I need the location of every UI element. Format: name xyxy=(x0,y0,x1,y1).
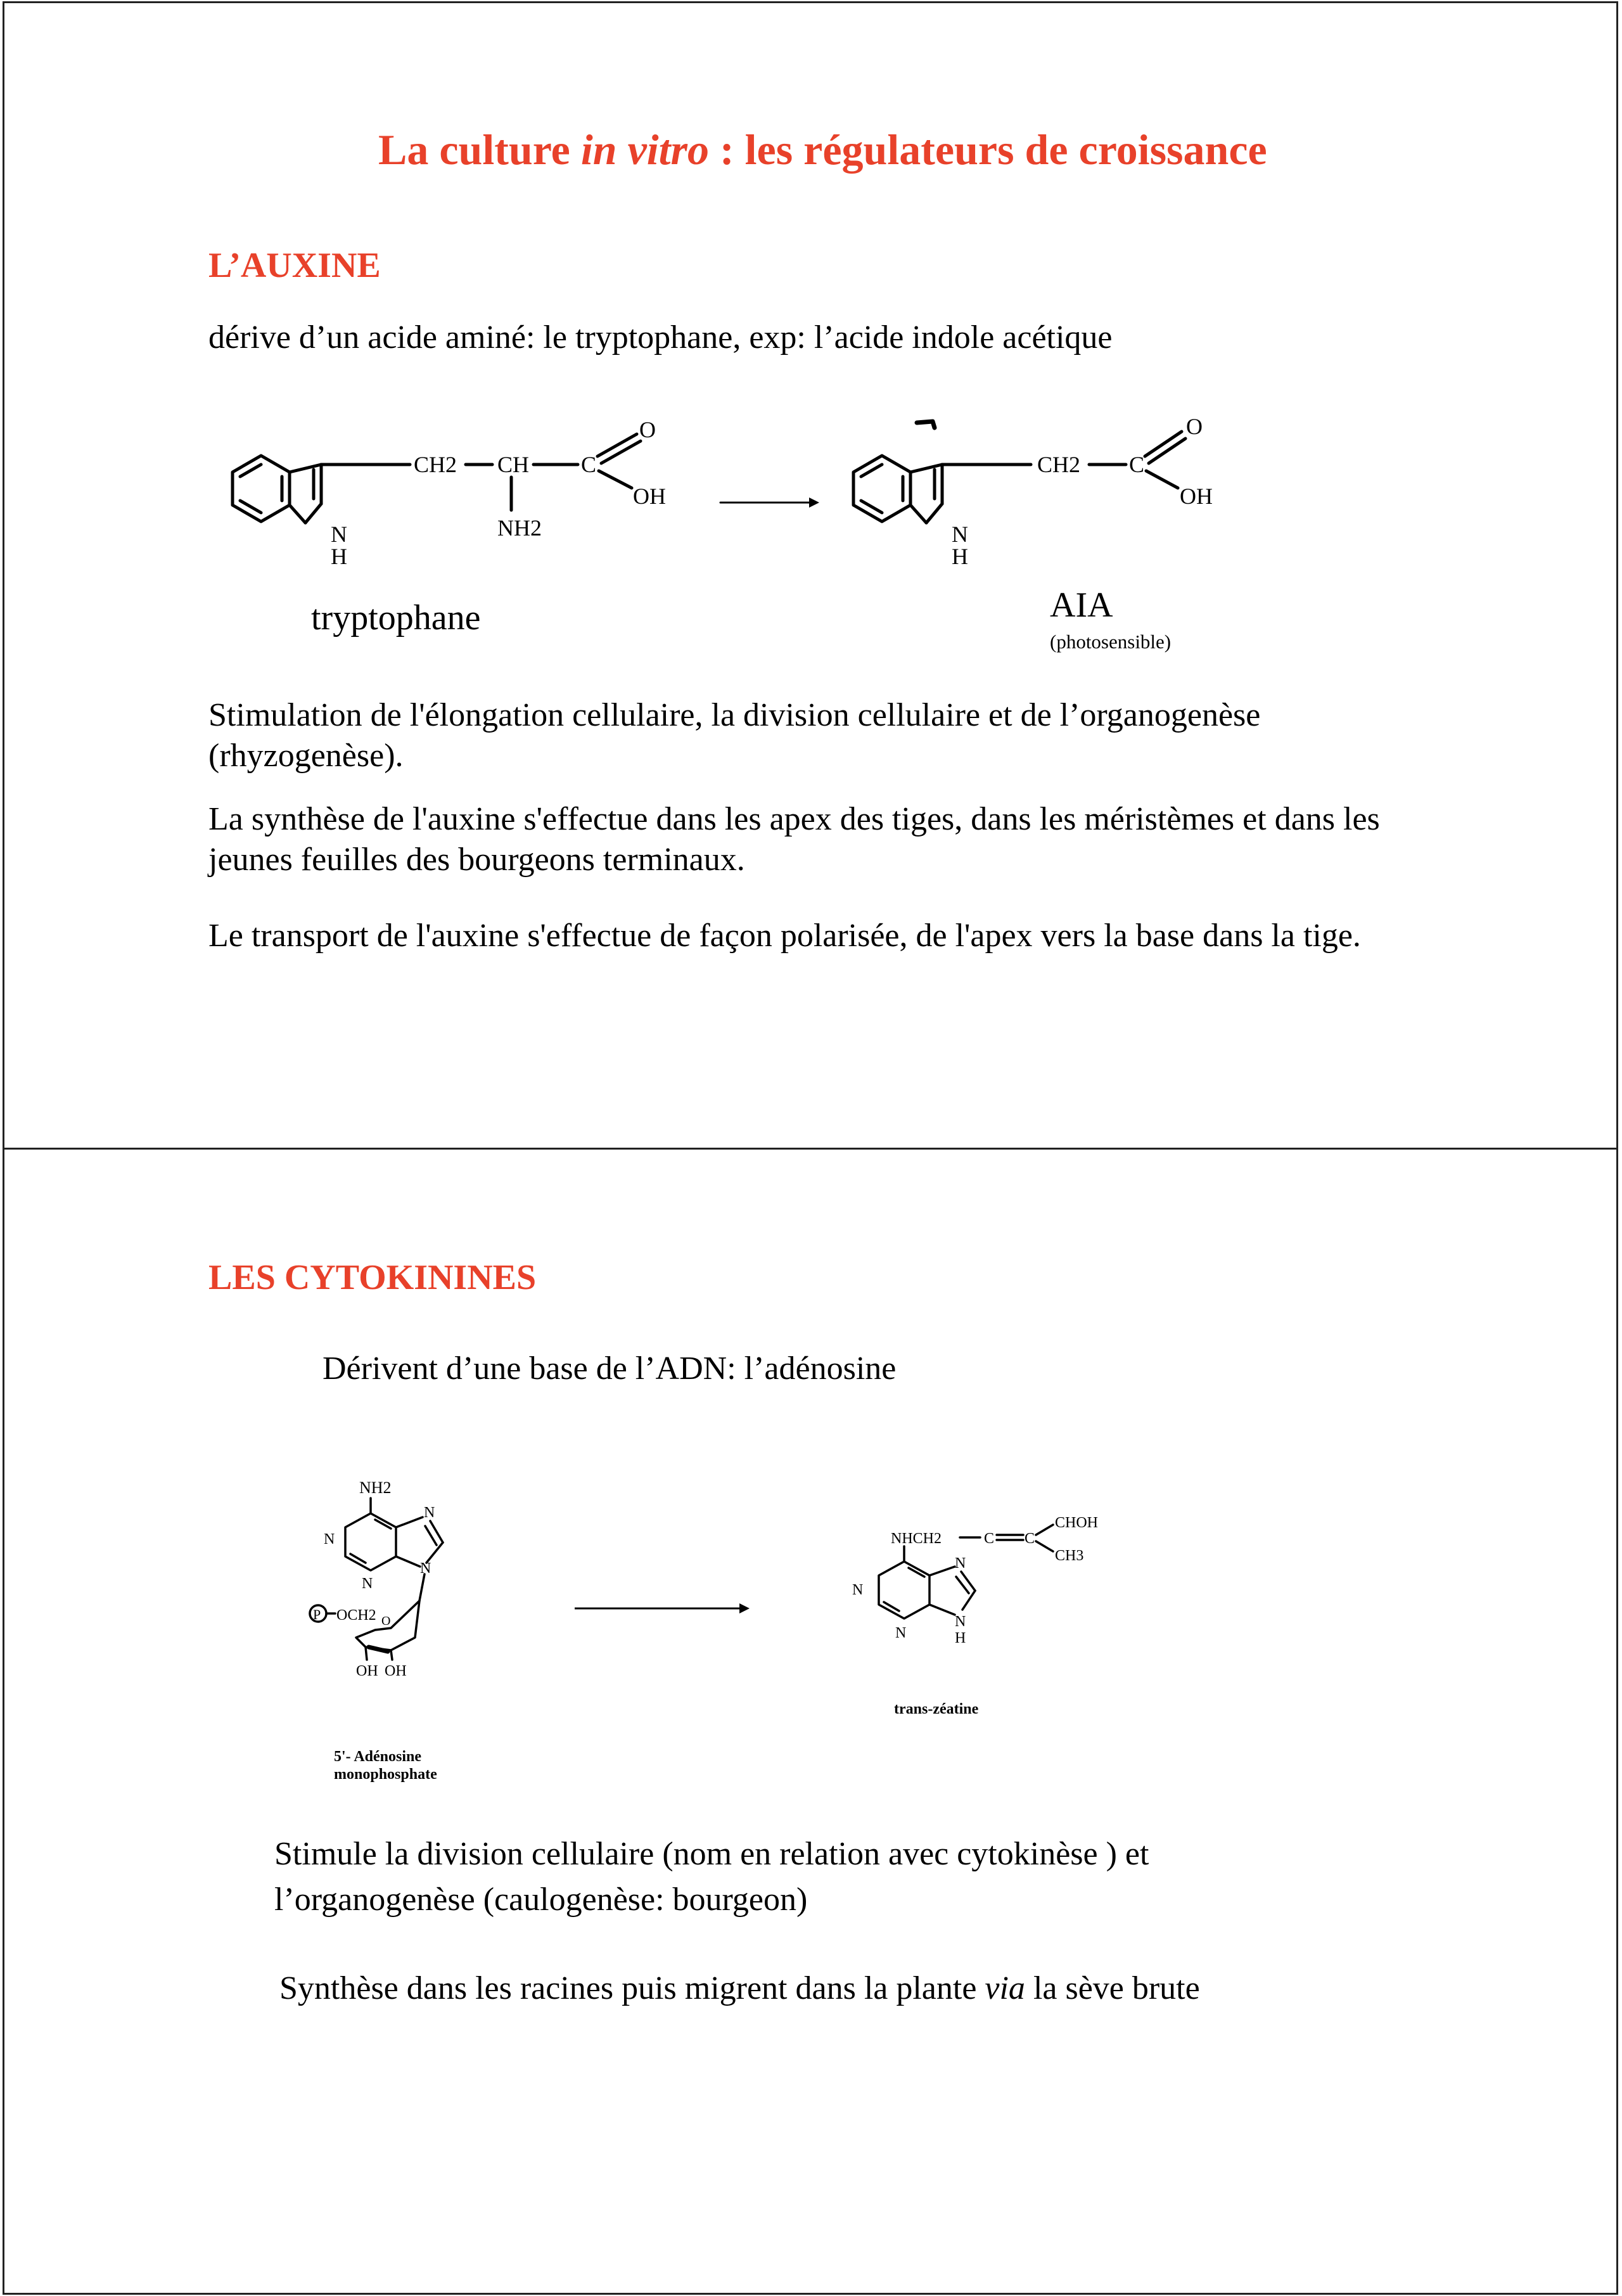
caption-amp xyxy=(334,1748,437,1783)
atom-c: C xyxy=(984,1530,995,1547)
caption-amp-line-1: 5'- Adénosine xyxy=(334,1748,422,1765)
atom-ch: CH xyxy=(497,452,530,477)
atom-o: O xyxy=(1186,414,1203,439)
atom-oh: OH xyxy=(1180,484,1213,509)
auxine-paragraph-2: La synthèse de l'auxine s'effectue dans les apex des tiges, dans les méristèmes et dans les jeunes feuilles des bourgeons terminaux. xyxy=(208,801,1380,878)
atom-c: C xyxy=(581,452,597,477)
atom-och2: OCH2 xyxy=(336,1607,376,1624)
tryptophane-structure xyxy=(233,417,666,569)
title-text: La culture xyxy=(378,125,581,174)
title-text-end: : les régulateurs de croissance xyxy=(709,125,1267,174)
atom-n: N xyxy=(852,1582,864,1598)
atom-nh2: NH2 xyxy=(359,1478,392,1497)
para2-italic: via xyxy=(985,1970,1025,2006)
auxine-paragraph-1: Stimulation de l'élongation cellulaire, la division cellulaire et de l’organogenèse (rhyzogenèse). xyxy=(208,697,1261,774)
atom-n: N xyxy=(424,1504,435,1521)
section-heading-cytokinines: LES CYTOKININES xyxy=(208,1258,537,1297)
auxine-reaction-diagram xyxy=(226,409,1272,612)
auxine-intro: dérive d’un acide aminé: le tryptophane, exp: l’acide indole acétique xyxy=(208,319,1113,356)
cytokinines-reaction-diagram xyxy=(296,1466,1183,1695)
atom-n: N xyxy=(895,1625,907,1641)
atom-o: O xyxy=(639,417,656,442)
cytokinines-paragraph-1 xyxy=(274,1834,1149,1920)
atom-h: H xyxy=(952,544,968,569)
atom-ch3: CH3 xyxy=(1055,1548,1084,1564)
atom-ch2: CH2 xyxy=(414,452,457,477)
para2-text: Synthèse dans les racines puis migrent dans la plante xyxy=(279,1970,985,2006)
atom-ch2: CH2 xyxy=(1037,452,1081,477)
slide-cytokinines xyxy=(3,1148,1618,2295)
atom-oh: OH xyxy=(633,484,666,509)
atom-n: N xyxy=(331,522,347,547)
atom-nhch2: NHCH2 xyxy=(891,1530,942,1547)
auxine-paragraph-3: Le transport de l'auxine s'effectue de façon polarisée, de l'apex vers la base dans la tige. xyxy=(208,918,1361,954)
trans-zeatine-structure xyxy=(852,1515,1098,1646)
atom-n: N xyxy=(955,1613,966,1630)
label-tryptophane: tryptophane xyxy=(311,598,481,638)
caption-trans-zeatine: trans-zéatine xyxy=(894,1701,979,1717)
title-italic: in vitro xyxy=(580,125,709,174)
cytokinines-paragraph-2 xyxy=(279,1968,1200,2009)
reaction-arrow xyxy=(575,1603,750,1613)
atom-choh: CHOH xyxy=(1055,1515,1099,1531)
para2-text-end: la sève brute xyxy=(1025,1970,1200,2006)
atom-c: C xyxy=(1129,452,1145,477)
atom-n: N xyxy=(952,522,968,547)
cytokinines-paragraph-1-line-1: Stimule la division cellulaire (nom en relation avec cytokinèse ) et xyxy=(274,1836,1149,1872)
caption-amp-line-2: monophosphate xyxy=(334,1766,437,1783)
reaction-arrow xyxy=(720,497,819,508)
atom-p: P xyxy=(313,1607,321,1622)
atom-n: N xyxy=(420,1560,431,1577)
atom-oh: OH xyxy=(356,1663,378,1679)
atom-n: N xyxy=(362,1575,373,1592)
atom-o: O xyxy=(381,1614,391,1628)
atom-nh2: NH2 xyxy=(497,515,542,541)
amp-structure xyxy=(310,1478,443,1679)
atom-n: N xyxy=(324,1531,335,1548)
cytokinines-intro: Dérivent d’une base de l’ADN: l’adénosine xyxy=(322,1350,897,1387)
page-title xyxy=(378,125,1267,175)
atom-h: H xyxy=(955,1630,966,1646)
section-heading-auxine: L’AUXINE xyxy=(208,246,381,285)
aia-structure xyxy=(853,414,1213,569)
atom-h: H xyxy=(331,544,347,569)
slide-auxine xyxy=(3,1,1618,1150)
label-photosensible: (photosensible) xyxy=(1050,631,1172,653)
label-aia: AIA xyxy=(1050,586,1113,625)
atom-c: C xyxy=(1025,1530,1035,1547)
atom-n: N xyxy=(955,1555,966,1572)
atom-oh: OH xyxy=(385,1663,407,1679)
cytokinines-paragraph-1-line-2: l’organogenèse (caulogenèse: bourgeon) xyxy=(274,1882,808,1918)
